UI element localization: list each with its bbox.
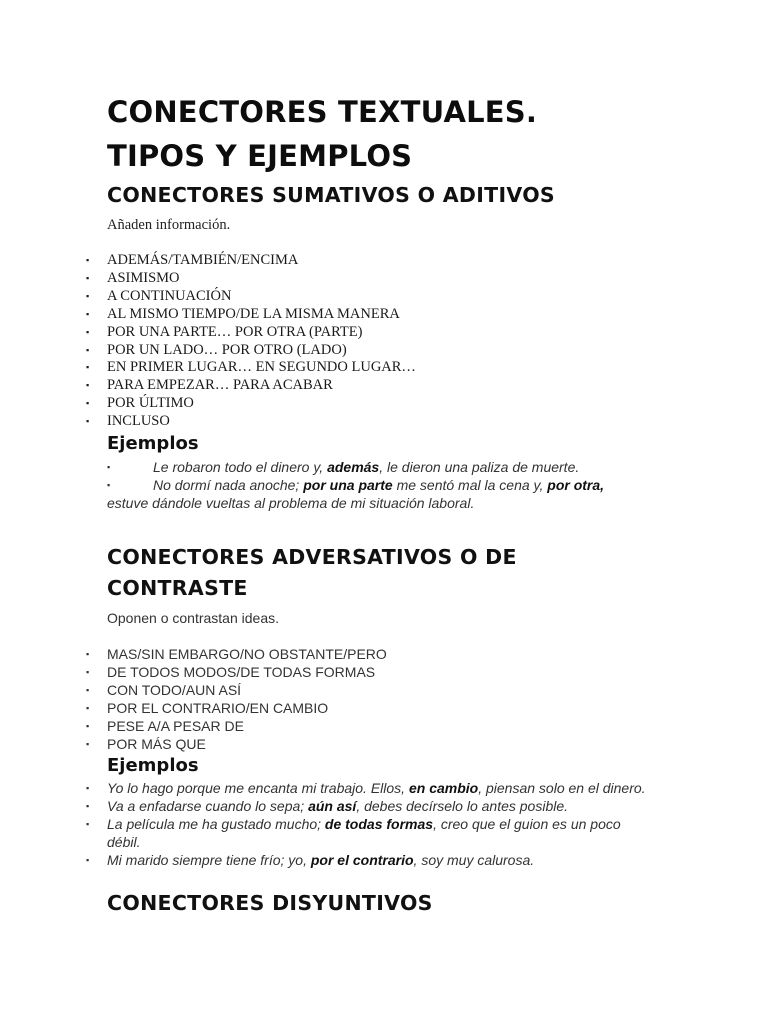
bullet-icon: ▪ — [86, 380, 90, 391]
list-item: ▪ POR UNA PARTE… POR OTRA (PARTE) — [86, 323, 363, 340]
list-item: ▪ DE TODOS MODOS/DE TODAS FORMAS — [86, 664, 376, 680]
examples-list-adversativos — [0, 779, 650, 869]
list-item: ▪ A CONTINUACIÓN — [86, 287, 232, 304]
bullet-icon: ▪ — [107, 480, 111, 490]
example-keyword: por una parte — [303, 477, 393, 493]
bullet-icon: ▪ — [86, 344, 90, 355]
bullet-icon: ▪ — [86, 290, 90, 301]
list-item: ▪ AL MISMO TIEMPO/DE LA MISMA MANERA — [86, 305, 400, 322]
bullet-icon: ▪ — [86, 739, 90, 749]
bullet-icon: ▪ — [86, 649, 90, 659]
list-item: ▪ EN PRIMER LUGAR… EN SEGUNDO LUGAR… — [86, 359, 416, 376]
bullet-icon: ▪ — [107, 462, 111, 472]
section-intro-adversativos: Oponen o contrastan ideas. — [107, 610, 280, 626]
page-title-line-2: TIPOS Y EJEMPLOS — [107, 139, 413, 173]
example-keyword: por otra, — [547, 477, 605, 493]
bullet-icon: ▪ — [86, 416, 90, 427]
section-heading-sumativos: CONECTORES SUMATIVOS O ADITIVOS — [107, 183, 555, 207]
list-item: ▪ PARA EMPEZAR… PARA ACABAR — [86, 377, 333, 394]
bullet-icon: ▪ — [86, 398, 90, 409]
bullet-icon: ▪ — [86, 801, 90, 811]
bullet-icon: ▪ — [86, 721, 90, 731]
example-item: ▪ Yo lo hago porque me encanta mi trabajo. Ellos, en cambio, piensan solo en el dinero. — [86, 780, 646, 796]
example-item: ▪ Va a enfadarse cuando lo sepa; aún así, debes decírselo lo antes posible. — [86, 798, 569, 814]
bullet-icon: ▪ — [86, 819, 90, 829]
list-item: ▪ ADEMÁS/TAMBIÉN/ENCIMA — [86, 252, 299, 268]
list-item: ▪ POR UN LADO… POR OTRO (LADO) — [86, 341, 347, 358]
example-item: ▪ Le robaron todo el dinero y, además, le dieron una paliza de muerte. — [107, 459, 580, 475]
bullet-icon: ▪ — [86, 308, 90, 319]
example-item: ▪ Mi marido siempre tiene frío; yo, por el contrario, soy muy calurosa. — [86, 852, 535, 868]
list-item: ▪ PESE A/A PESAR DE — [86, 718, 244, 734]
examples-heading-adversativos: Ejemplos — [107, 755, 199, 776]
examples-heading-sumativos: Ejemplos — [107, 433, 199, 454]
list-item: ▪ POR ÚLTIMO — [86, 395, 194, 412]
list-item: ▪ CON TODO/AUN ASÍ — [86, 682, 242, 698]
list-item: ▪ INCLUSO — [86, 413, 170, 430]
bullet-icon: ▪ — [86, 703, 90, 713]
page-title-line-1: CONECTORES TEXTUALES. — [107, 95, 538, 129]
bullet-icon: ▪ — [86, 362, 90, 373]
example-keyword: aún así — [308, 798, 357, 814]
list-item: ▪ POR EL CONTRARIO/EN CAMBIO — [86, 700, 329, 716]
list-item: ▪ MAS/SIN EMBARGO/NO OBSTANTE/PERO — [86, 646, 387, 662]
connector-list-sumativos — [0, 252, 416, 431]
example-item: ▪ No dormí nada anoche; por una parte me sentó mal la cena y, por otra, estuve dándole vueltas al problema de mi situación laboral. — [107, 477, 605, 511]
connector-list-adversativos — [0, 645, 387, 753]
example-item: ▪ La película me ha gustado mucho; de todas formas, creo que el guion es un poco débil. — [86, 816, 621, 850]
example-keyword: en cambio — [408, 780, 479, 796]
section-heading-adversativos-line-2: CONTRASTE — [107, 576, 248, 600]
bullet-icon: ▪ — [86, 855, 90, 865]
section-intro-sumativos: Añaden información. — [107, 217, 231, 233]
example-keyword: de todas formas — [324, 816, 434, 832]
list-item: ▪ POR MÁS QUE — [86, 736, 206, 752]
section-heading-disyuntivos: CONECTORES DISYUNTIVOS — [107, 891, 433, 915]
bullet-icon: ▪ — [86, 326, 90, 337]
example-keyword: por el contrario — [310, 852, 414, 868]
examples-list-sumativos — [107, 458, 647, 512]
bullet-icon: ▪ — [86, 685, 90, 695]
bullet-icon: ▪ — [86, 783, 90, 793]
bullet-icon: ▪ — [86, 272, 90, 283]
bullet-icon: ▪ — [86, 667, 90, 677]
list-item: ▪ ASIMISMO — [86, 269, 180, 286]
section-heading-adversativos-line-1: CONECTORES ADVERSATIVOS O DE — [107, 545, 517, 569]
bullet-icon: ▪ — [86, 255, 90, 265]
example-keyword: además — [327, 459, 380, 475]
